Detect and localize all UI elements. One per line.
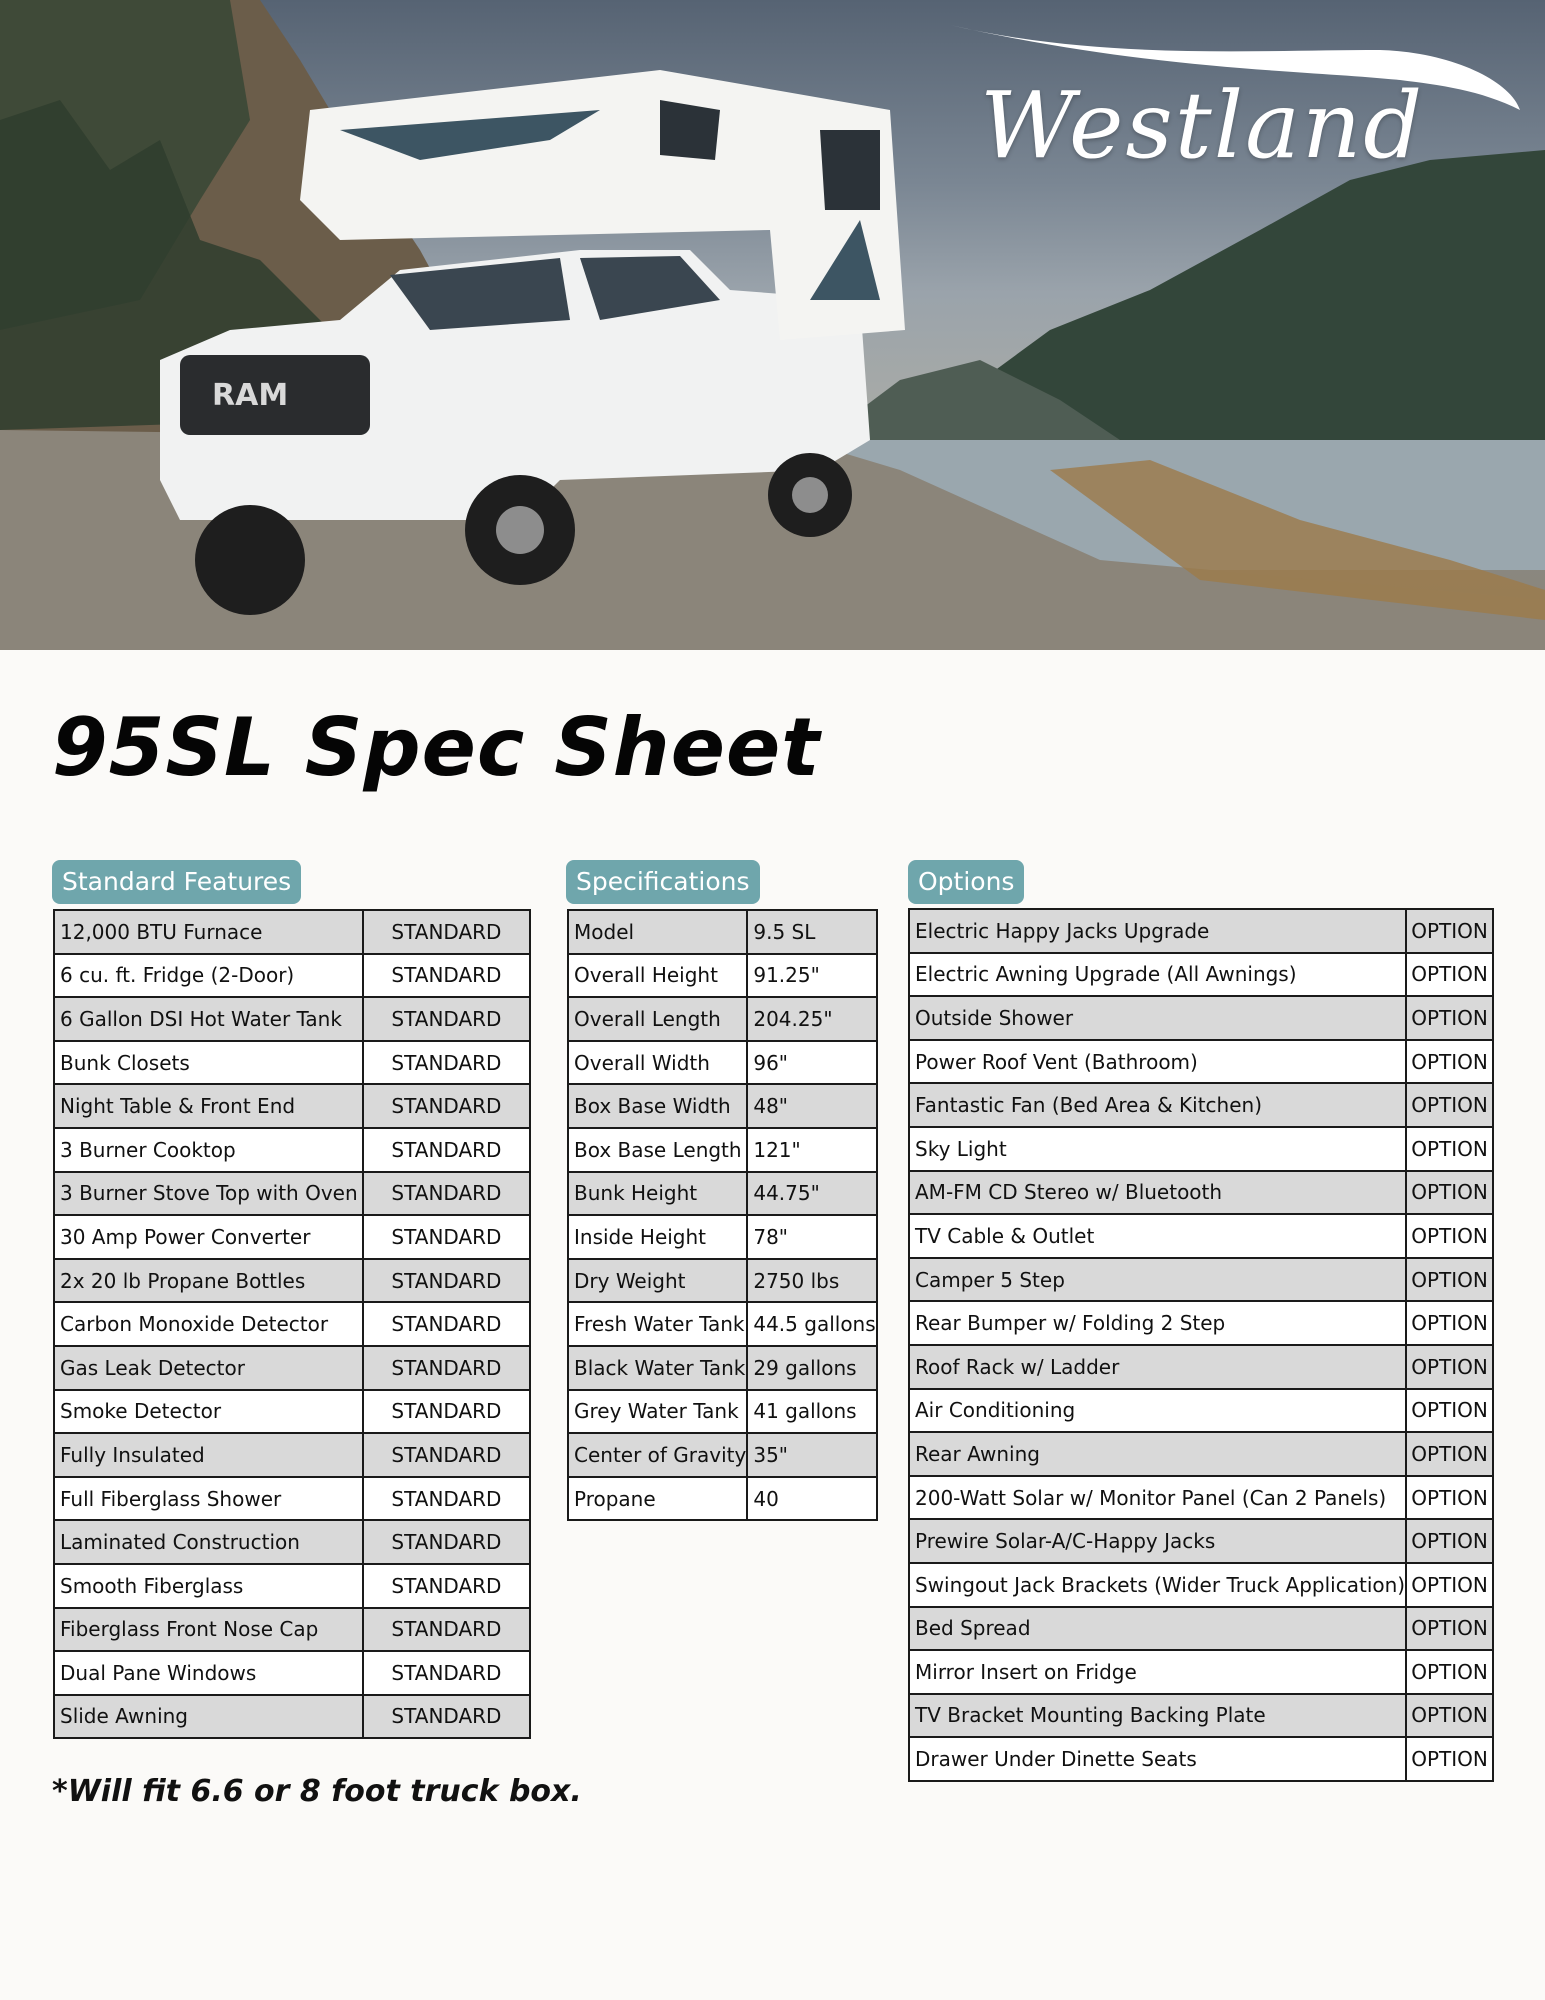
row-value: OPTION: [1406, 1171, 1493, 1215]
table-row: [54, 910, 530, 954]
table-row: [568, 1346, 877, 1390]
row-label: Gas Leak Detector: [54, 1346, 363, 1390]
row-value: 40: [747, 1477, 876, 1521]
row-value: OPTION: [1406, 1040, 1493, 1084]
row-label: Mirror Insert on Fridge: [909, 1650, 1406, 1694]
row-label: Electric Awning Upgrade (All Awnings): [909, 953, 1406, 997]
row-value: 78": [747, 1215, 876, 1259]
table-row: [568, 1433, 877, 1477]
row-value: STANDARD: [363, 1433, 530, 1477]
row-label: Propane: [568, 1477, 747, 1521]
row-label: Bed Spread: [909, 1607, 1406, 1651]
row-label: AM-FM CD Stereo w/ Bluetooth: [909, 1171, 1406, 1215]
row-label: Fiberglass Front Nose Cap: [54, 1608, 363, 1652]
table-row: [909, 1737, 1493, 1781]
table-row: [54, 1608, 530, 1652]
row-label: Electric Happy Jacks Upgrade: [909, 909, 1406, 953]
row-value: OPTION: [1406, 1737, 1493, 1781]
table-row: [909, 1563, 1493, 1607]
table-row: [54, 1695, 530, 1739]
row-value: OPTION: [1406, 1127, 1493, 1171]
row-value: OPTION: [1406, 1345, 1493, 1389]
row-label: Camper 5 Step: [909, 1258, 1406, 1302]
row-label: Overall Height: [568, 954, 747, 998]
row-label: Laminated Construction: [54, 1520, 363, 1564]
row-value: 44.5 gallons: [747, 1302, 876, 1346]
table-row: [909, 1171, 1493, 1215]
row-value: 91.25": [747, 954, 876, 998]
row-value: STANDARD: [363, 1520, 530, 1564]
row-value: OPTION: [1406, 1083, 1493, 1127]
row-value: OPTION: [1406, 1214, 1493, 1258]
table-row: [568, 1390, 877, 1434]
row-value: 29 gallons: [747, 1346, 876, 1390]
table-row: [568, 1302, 877, 1346]
table-row: [909, 1345, 1493, 1389]
row-value: STANDARD: [363, 1215, 530, 1259]
row-value: STANDARD: [363, 1564, 530, 1608]
table-row: [909, 1083, 1493, 1127]
table-row: [54, 1084, 530, 1128]
table-row: [54, 997, 530, 1041]
westland-logo: Westland: [980, 72, 1425, 179]
table-row: [54, 1041, 530, 1085]
table-row: [568, 1128, 877, 1172]
row-label: Carbon Monoxide Detector: [54, 1302, 363, 1346]
table-row: [909, 1694, 1493, 1738]
row-value: STANDARD: [363, 1259, 530, 1303]
table-row: [568, 954, 877, 998]
row-label: Swingout Jack Brackets (Wider Truck Application): [909, 1563, 1406, 1607]
row-value: OPTION: [1406, 1519, 1493, 1563]
row-label: Drawer Under Dinette Seats: [909, 1737, 1406, 1781]
row-label: 6 cu. ft. Fridge (2-Door): [54, 954, 363, 998]
row-label: Overall Width: [568, 1041, 747, 1085]
row-value: STANDARD: [363, 954, 530, 998]
row-label: Box Base Width: [568, 1084, 747, 1128]
table-row: [54, 1564, 530, 1608]
table-row: [909, 1650, 1493, 1694]
row-label: Smoke Detector: [54, 1390, 363, 1434]
table-row: [568, 1084, 877, 1128]
row-label: Dual Pane Windows: [54, 1651, 363, 1695]
row-label: Center of Gravity: [568, 1433, 747, 1477]
row-value: STANDARD: [363, 997, 530, 1041]
row-label: Outside Shower: [909, 996, 1406, 1040]
row-value: 44.75": [747, 1172, 876, 1216]
row-label: Model: [568, 910, 747, 954]
row-value: STANDARD: [363, 910, 530, 954]
row-label: Slide Awning: [54, 1695, 363, 1739]
table-row: [909, 1432, 1493, 1476]
table-row: [54, 1259, 530, 1303]
row-value: STANDARD: [363, 1302, 530, 1346]
table-row: [54, 1172, 530, 1216]
row-label: 30 Amp Power Converter: [54, 1215, 363, 1259]
table-row: [568, 1172, 877, 1216]
specifications-heading: Specifications: [566, 860, 760, 904]
row-label: TV Bracket Mounting Backing Plate: [909, 1694, 1406, 1738]
row-value: OPTION: [1406, 1607, 1493, 1651]
row-label: Bunk Height: [568, 1172, 747, 1216]
row-label: 3 Burner Cooktop: [54, 1128, 363, 1172]
table-row: [54, 1128, 530, 1172]
row-value: STANDARD: [363, 1608, 530, 1652]
row-label: Power Roof Vent (Bathroom): [909, 1040, 1406, 1084]
table-row: [909, 1127, 1493, 1171]
row-value: STANDARD: [363, 1172, 530, 1216]
row-value: OPTION: [1406, 1563, 1493, 1607]
row-label: TV Cable & Outlet: [909, 1214, 1406, 1258]
row-label: 2x 20 lb Propane Bottles: [54, 1259, 363, 1303]
standard-features-heading: Standard Features: [52, 860, 301, 904]
row-value: OPTION: [1406, 1650, 1493, 1694]
row-value: OPTION: [1406, 909, 1493, 953]
row-label: Dry Weight: [568, 1259, 747, 1303]
table-row: [568, 1215, 877, 1259]
row-value: OPTION: [1406, 1476, 1493, 1520]
hero-photo: [0, 0, 1545, 650]
row-label: 3 Burner Stove Top with Oven: [54, 1172, 363, 1216]
row-label: Sky Light: [909, 1127, 1406, 1171]
options-table: [908, 908, 1494, 1782]
row-value: OPTION: [1406, 1258, 1493, 1302]
row-label: Fantastic Fan (Bed Area & Kitchen): [909, 1083, 1406, 1127]
table-row: [909, 1214, 1493, 1258]
row-label: Black Water Tank: [568, 1346, 747, 1390]
table-row: [909, 1519, 1493, 1563]
table-row: [54, 1346, 530, 1390]
table-row: [54, 1477, 530, 1521]
row-value: OPTION: [1406, 1301, 1493, 1345]
row-value: STANDARD: [363, 1477, 530, 1521]
page-title: 95SL Spec Sheet: [52, 701, 821, 794]
table-row: [54, 1302, 530, 1346]
table-row: [54, 1390, 530, 1434]
row-value: STANDARD: [363, 1041, 530, 1085]
row-label: Box Base Length: [568, 1128, 747, 1172]
specifications-table: [567, 909, 878, 1521]
row-label: Rear Awning: [909, 1432, 1406, 1476]
row-label: Smooth Fiberglass: [54, 1564, 363, 1608]
row-value: 9.5 SL: [747, 910, 876, 954]
row-value: 35": [747, 1433, 876, 1477]
table-row: [54, 1520, 530, 1564]
table-row: [54, 1651, 530, 1695]
row-value: OPTION: [1406, 1694, 1493, 1738]
table-row: [909, 909, 1493, 953]
table-row: [909, 1476, 1493, 1520]
table-row: [909, 1389, 1493, 1433]
row-label: Roof Rack w/ Ladder: [909, 1345, 1406, 1389]
row-value: 48": [747, 1084, 876, 1128]
row-label: Full Fiberglass Shower: [54, 1477, 363, 1521]
row-label: Overall Length: [568, 997, 747, 1041]
row-value: OPTION: [1406, 996, 1493, 1040]
table-row: [54, 954, 530, 998]
row-value: STANDARD: [363, 1390, 530, 1434]
row-value: 2750 lbs: [747, 1259, 876, 1303]
truck-box-footnote: *Will fit 6.6 or 8 foot truck box.: [52, 1774, 582, 1809]
row-value: 204.25": [747, 997, 876, 1041]
table-row: [909, 1607, 1493, 1651]
row-value: OPTION: [1406, 953, 1493, 997]
table-row: [568, 910, 877, 954]
row-value: 41 gallons: [747, 1390, 876, 1434]
options-heading: Options: [908, 860, 1024, 904]
row-value: OPTION: [1406, 1432, 1493, 1476]
row-label: Grey Water Tank: [568, 1390, 747, 1434]
svg-text:RAM: RAM: [212, 378, 289, 413]
row-value: STANDARD: [363, 1651, 530, 1695]
row-value: OPTION: [1406, 1389, 1493, 1433]
table-row: [909, 1301, 1493, 1345]
table-row: [54, 1433, 530, 1477]
row-label: 12,000 BTU Furnace: [54, 910, 363, 954]
table-row: [568, 997, 877, 1041]
table-row: [909, 953, 1493, 997]
row-label: Night Table & Front End: [54, 1084, 363, 1128]
table-row: [909, 996, 1493, 1040]
table-row: [568, 1259, 877, 1303]
row-value: STANDARD: [363, 1346, 530, 1390]
table-row: [568, 1477, 877, 1521]
row-value: 96": [747, 1041, 876, 1085]
standard-features-table: [53, 909, 531, 1739]
row-value: STANDARD: [363, 1695, 530, 1739]
row-label: Prewire Solar-A/C-Happy Jacks: [909, 1519, 1406, 1563]
row-label: Inside Height: [568, 1215, 747, 1259]
row-label: 6 Gallon DSI Hot Water Tank: [54, 997, 363, 1041]
table-row: [909, 1258, 1493, 1302]
row-label: 200-Watt Solar w/ Monitor Panel (Can 2 Panels): [909, 1476, 1406, 1520]
row-value: STANDARD: [363, 1084, 530, 1128]
row-label: Rear Bumper w/ Folding 2 Step: [909, 1301, 1406, 1345]
table-row: [909, 1040, 1493, 1084]
row-label: Fully Insulated: [54, 1433, 363, 1477]
row-value: 121": [747, 1128, 876, 1172]
row-value: STANDARD: [363, 1128, 530, 1172]
table-row: [54, 1215, 530, 1259]
row-label: Air Conditioning: [909, 1389, 1406, 1433]
table-row: [568, 1041, 877, 1085]
row-label: Bunk Closets: [54, 1041, 363, 1085]
row-label: Fresh Water Tank: [568, 1302, 747, 1346]
